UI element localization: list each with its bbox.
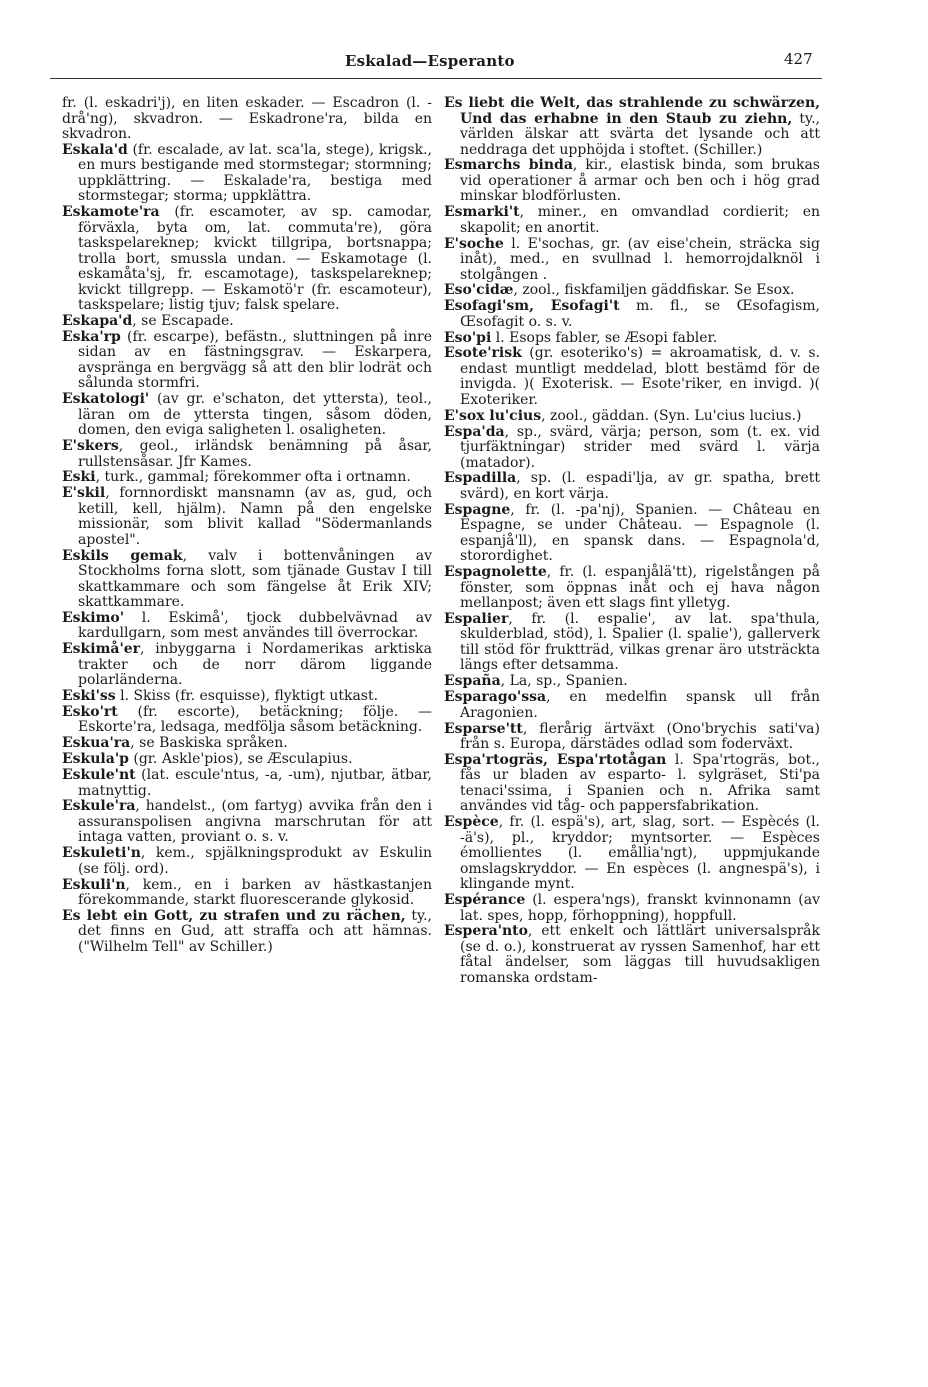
- dictionary-entry: [62, 642, 432, 689]
- entry-headword: Eskule'ra: [62, 798, 136, 815]
- entry-definition: l. E'sochas, gr. (av eise'chein, sträcka sig inåt), med., en svullnad l. hemorrojdalknöl i stolgången .: [460, 235, 820, 283]
- dictionary-entry: [62, 439, 432, 470]
- entry-headword: Eskula'p: [62, 751, 129, 768]
- entry-definition: , se Escapade.: [132, 313, 234, 330]
- entry-headword: Esko'rt: [62, 703, 118, 720]
- entry-definition: , flerårig ärtväxt (Ono'brychis sati'va) från s. Europa, därstädes odlad som foderväxt.: [460, 720, 820, 752]
- entry-definition: , handelst., (om fartyg) avvika från den i assuranspolisen angivna marschrutan för att intaga vatten, proviant o. s. v.: [78, 798, 432, 846]
- entry-headword: Eskimo': [62, 609, 125, 626]
- entry-definition: , fr. (l. espalie', av lat. spa'thula, skulderblad, stöd), l. Spalier (l. spalie'), gallerverk till stöd för fruktträd, vilkas grenar äro utsträckta längs efter detsamma.: [460, 610, 820, 674]
- dictionary-entry: [444, 471, 820, 502]
- entry-definition: ty., det finns en Gud, att straffa och att hämnas. ("Wilhelm Tell" av Schiller.): [78, 907, 433, 955]
- left-column: [62, 96, 432, 956]
- entry-definition: (lat. escule'ntus, -a, -um), njutbar, ätbar, matnyttig.: [78, 767, 432, 799]
- dictionary-entry: [62, 846, 432, 877]
- page-number: 427: [784, 50, 813, 68]
- entry-headword: Espèce: [444, 814, 499, 831]
- dictionary-entry: [444, 409, 820, 425]
- running-head: Eskalad—Esperanto: [345, 52, 515, 70]
- dictionary-entry: [444, 690, 820, 721]
- entry-headword: Espalier: [444, 610, 509, 627]
- dictionary-entry: [62, 909, 432, 956]
- entry-definition: (gr. esoteriko's) = akroamatisk, d. v. s. endast muntligt meddelad, blott bestämd för de invigda. )( Exoterisk. — Esote'riker, en invigd. )( Exoteriker.: [460, 345, 820, 408]
- dictionary-entry: [62, 392, 432, 439]
- entry-definition: , fr. (l. espanjålä'tt), rigelstången på fönster, som öppnas inåt och ej hava någon mellanpost; även ett slags fint ylletyg.: [460, 564, 820, 612]
- entry-definition: , fr. (l. espä's), art, slag, sort. — Espècés (l. -ä's), pl., kryddor; myntsorter. — Espèces émollientes (l. emållia'ngt), uppmjukande omslagskryddor. — En espèces (l. angnespä's), i klingande mynt.: [460, 814, 820, 893]
- entry-headword: Eskils gemak: [62, 547, 183, 564]
- entry-definition: (fr. escalade, av lat. sca'la, stege), krigsk., en murs bestigande med stormstegar; stormning; uppklättring. — Eskalade'ra, bestiga med stormstegar; storma; uppklättra.: [78, 141, 432, 205]
- entry-definition: , ett enkelt och lättlärt universalspråk (se d. o.), konstruerat av ryssen Samenhof, har ett fåtal ändelser, som läggas till huvudsakligen romanska ordstam-: [460, 923, 820, 986]
- entry-headword: Eskuleti'n: [62, 845, 141, 862]
- entry-definition: (av gr. e'schaton, det yttersta), teol., läran om de yttersta tingen, såsom döden, domen, den eviga saligheten l. osaligheten.: [78, 391, 432, 439]
- dictionary-entry: [444, 96, 820, 158]
- dictionary-entry: [62, 205, 432, 314]
- entry-definition: ty., världen älskar att svärta det lysande och att neddraga det upphöjda i stoftet. (Schiller.): [460, 110, 820, 158]
- entry-definition: (fr. escamoter, av sp. camodar, förväxla, byta om, lat. commuta're), göra taskspelareknep; kvickt tillgripa, bortsnappa; trolla bort, smussla undan. — Eskamotage (l. eskamåta'sj, fr. escamotage), taskspelareknep; kvickt tillgrepp. — Eskamotö'r (fr. escamoteur), taskspelare; listig tjuv; falsk spelare.: [78, 204, 432, 314]
- entry-headword: Espagnolette: [444, 564, 547, 581]
- dictionary-entry: [62, 705, 432, 736]
- dictionary-entry: [444, 346, 820, 408]
- entry-headword: Eski'ss: [62, 688, 116, 705]
- entry-headword: Espa'da: [444, 423, 505, 440]
- dictionary-entry: [62, 486, 432, 548]
- dictionary-entry: [62, 768, 432, 799]
- entry-definition: , se Baskiska språken.: [130, 735, 288, 752]
- entry-headword: Esmarki't: [444, 204, 520, 221]
- dictionary-entry: [444, 612, 820, 674]
- entry-definition: , en medelfin spansk ull från Aragonien.: [460, 689, 820, 721]
- dictionary-entry: [444, 237, 820, 284]
- dictionary-entry: [62, 314, 432, 330]
- dictionary-entry: [62, 689, 432, 705]
- entry-definition: (fr. escarpe), befästn., sluttningen på inre sidan av en fästningsgrav. — Eskarpera, avspränga en bergvägg så att den blir lodrät och sålunda stormfri.: [78, 328, 432, 392]
- entry-definition: , kir., elastisk binda, som brukas vid operationer å armar och ben och i hög grad minskar blodförlusten.: [460, 157, 820, 205]
- entry-headword: España: [444, 673, 501, 690]
- dictionary-entry: [444, 283, 820, 299]
- right-column: [444, 96, 820, 987]
- entry-definition: fr. (l. eskadri'j), en liten eskader. — Escadron (l. -drå'ng), skvadron. — Eskadrone'ra, bilda en skvadron.: [62, 95, 432, 142]
- dictionary-entry: [444, 815, 820, 893]
- dictionary-entry: [62, 752, 432, 768]
- entry-definition: m. fl., se Œsofagism, Œsofagit o. s. v.: [460, 298, 820, 330]
- dictionary-entry: [62, 549, 432, 611]
- entry-definition: , turk., gammal; förekommer ofta i ortnamn.: [95, 469, 411, 486]
- entry-definition: , miner., en omvandlad cordierit; en skapolit; en anortit.: [460, 204, 820, 236]
- entry-definition: , kem., en i barken av hästkastanjen förekommande, starkt fluorescerande glykosid.: [78, 876, 432, 909]
- entry-headword: E'soche: [444, 235, 504, 252]
- dictionary-entry: [444, 753, 820, 815]
- entry-definition: , La, sp., Spanien.: [500, 673, 628, 690]
- entry-definition: l. Esops fabler, se Æsopi fabler.: [491, 329, 718, 346]
- entry-headword: Eski: [62, 469, 96, 486]
- dictionary-entry: [444, 722, 820, 753]
- entry-definition: , kem., spjälkningsprodukt av Eskulin (se följ. ord).: [78, 845, 432, 877]
- entry-headword: Eskamote'ra: [62, 204, 160, 221]
- entry-definition: (fr. escorte), betäckning; följe. — Eskorte'ra, ledsaga, medfölja såsom betäckning.: [78, 703, 432, 736]
- entry-headword: Espagne: [444, 501, 511, 518]
- entry-headword: Esparago'ssa: [444, 689, 547, 706]
- entry-headword: Eso'pi: [444, 329, 492, 346]
- entry-definition: , valv i bottenvåningen av Stockholms forna slott, som tjänade Gustav I till skattkammare och som fängelse åt Erik XIV; skattkammare.: [78, 547, 432, 611]
- entry-headword: Eskule'nt: [62, 767, 136, 783]
- dictionary-entry: [444, 299, 820, 330]
- dictionary-entry: [444, 425, 820, 472]
- entry-definition: (l. espera'ngs), franskt kvinnonamn (av lat. spes, hopp, förhoppning), hoppfull.: [460, 892, 820, 924]
- entry-definition: , fornnordiskt mansnamn (av as, gud, och ketill, kell, hjälm). Namn på den engelske missionär, som blivit kallad "Södermanlands apostel".: [78, 485, 432, 548]
- dictionary-entry: [62, 96, 432, 143]
- entry-definition: , zool., fiskfamiljen gäddfiskar. Se Esox.: [513, 282, 795, 299]
- dictionary-entry: [444, 205, 820, 236]
- entry-headword: Eska'rp: [62, 328, 121, 345]
- entry-definition: (gr. Askle'pios), se Æsculapius.: [128, 751, 353, 768]
- entry-definition: , fr. (l. -pa'nj), Spanien. — Château en Espagne, se under Château. — Espagnole (l. espanjå'll), en spansk dans. — Espagnola'd, storordighet.: [460, 501, 820, 565]
- entry-headword: Eskua'ra: [62, 735, 131, 752]
- header-rule: [50, 78, 822, 79]
- entry-headword: Espadilla: [444, 470, 517, 487]
- entry-definition: , sp. (l. espadi'lja, av gr. spatha, brett svärd), en kort värja.: [460, 470, 820, 502]
- entry-headword: Eskapa'd: [62, 313, 133, 330]
- dictionary-entry: [62, 736, 432, 752]
- dictionary-entry: [444, 674, 820, 690]
- entry-definition: , geol., irländsk benämning på åsar, rullstensåsar. Jfr Kames.: [78, 438, 432, 470]
- entry-headword: Es lebt ein Gott, zu strafen und zu rächen,: [62, 907, 406, 924]
- dictionary-entry: [444, 893, 820, 924]
- entry-headword: Esmarchs binda: [444, 157, 573, 174]
- entry-headword: Eskatologi': [62, 391, 150, 408]
- entry-headword: Esparse'tt: [444, 720, 523, 737]
- dictionary-entry: [62, 611, 432, 642]
- entry-headword: Eskuli'n: [62, 876, 126, 893]
- entry-headword: Es liebt die Welt, das strahlende zu schwärzen, Und das erhabne in den Staub zu ziehn,: [444, 95, 820, 127]
- entry-definition: , inbyggarna i Nordamerikas arktiska trakter och de norr därom liggande polarländerna.: [78, 641, 432, 689]
- entry-headword: E'skers: [62, 438, 119, 455]
- dictionary-entry: [62, 878, 432, 909]
- entry-headword: Eskala'd: [62, 141, 128, 158]
- entry-definition: , zool., gäddan. (Syn. Lu'cius lucius.): [541, 407, 802, 424]
- dictionary-entry: [62, 799, 432, 846]
- entry-headword: Eso'cidæ: [444, 282, 514, 299]
- entry-definition: l. Skiss (fr. esquisse), flyktigt utkast.: [115, 688, 379, 705]
- entry-headword: Espa'rtogräs, Espa'rtotågan: [444, 751, 667, 768]
- dictionary-entry: [444, 924, 820, 986]
- entry-headword: E'sox lu'cius: [444, 407, 542, 424]
- dictionary-entry: [444, 331, 820, 347]
- dictionary-entry: [62, 470, 432, 486]
- entry-definition: , sp., svärd, värja; person, som (t. ex. vid tjurfäktningar) strider med svärd l. värja (matador).: [460, 423, 820, 471]
- entry-headword: Esote'risk: [444, 345, 522, 362]
- entry-definition: l. Eskimå', tjock dubbelvävnad av kardullgarn, som mest användes till överrockar.: [78, 609, 432, 642]
- entry-headword: E'skil: [62, 485, 106, 502]
- dictionary-entry: [62, 143, 432, 205]
- entry-headword: Espera'nto: [444, 923, 528, 940]
- entry-headword: Eskimå'er: [62, 641, 141, 658]
- dictionary-entry: [444, 158, 820, 205]
- dictionary-entry: [62, 330, 432, 392]
- dictionary-entry: [444, 503, 820, 565]
- entry-headword: Espérance: [444, 892, 526, 909]
- dictionary-entry: [444, 565, 820, 612]
- entry-definition: l. Spa'rtogräs, bot., fås ur bladen av esparto- l. sylgräset, Sti'pa tenaci'ssima, i Spanien och n. Afrika samt användes vid tåg- och pappersfabrikation.: [460, 751, 821, 815]
- entry-headword: Esofagi'sm, Esofagi't: [444, 298, 620, 315]
